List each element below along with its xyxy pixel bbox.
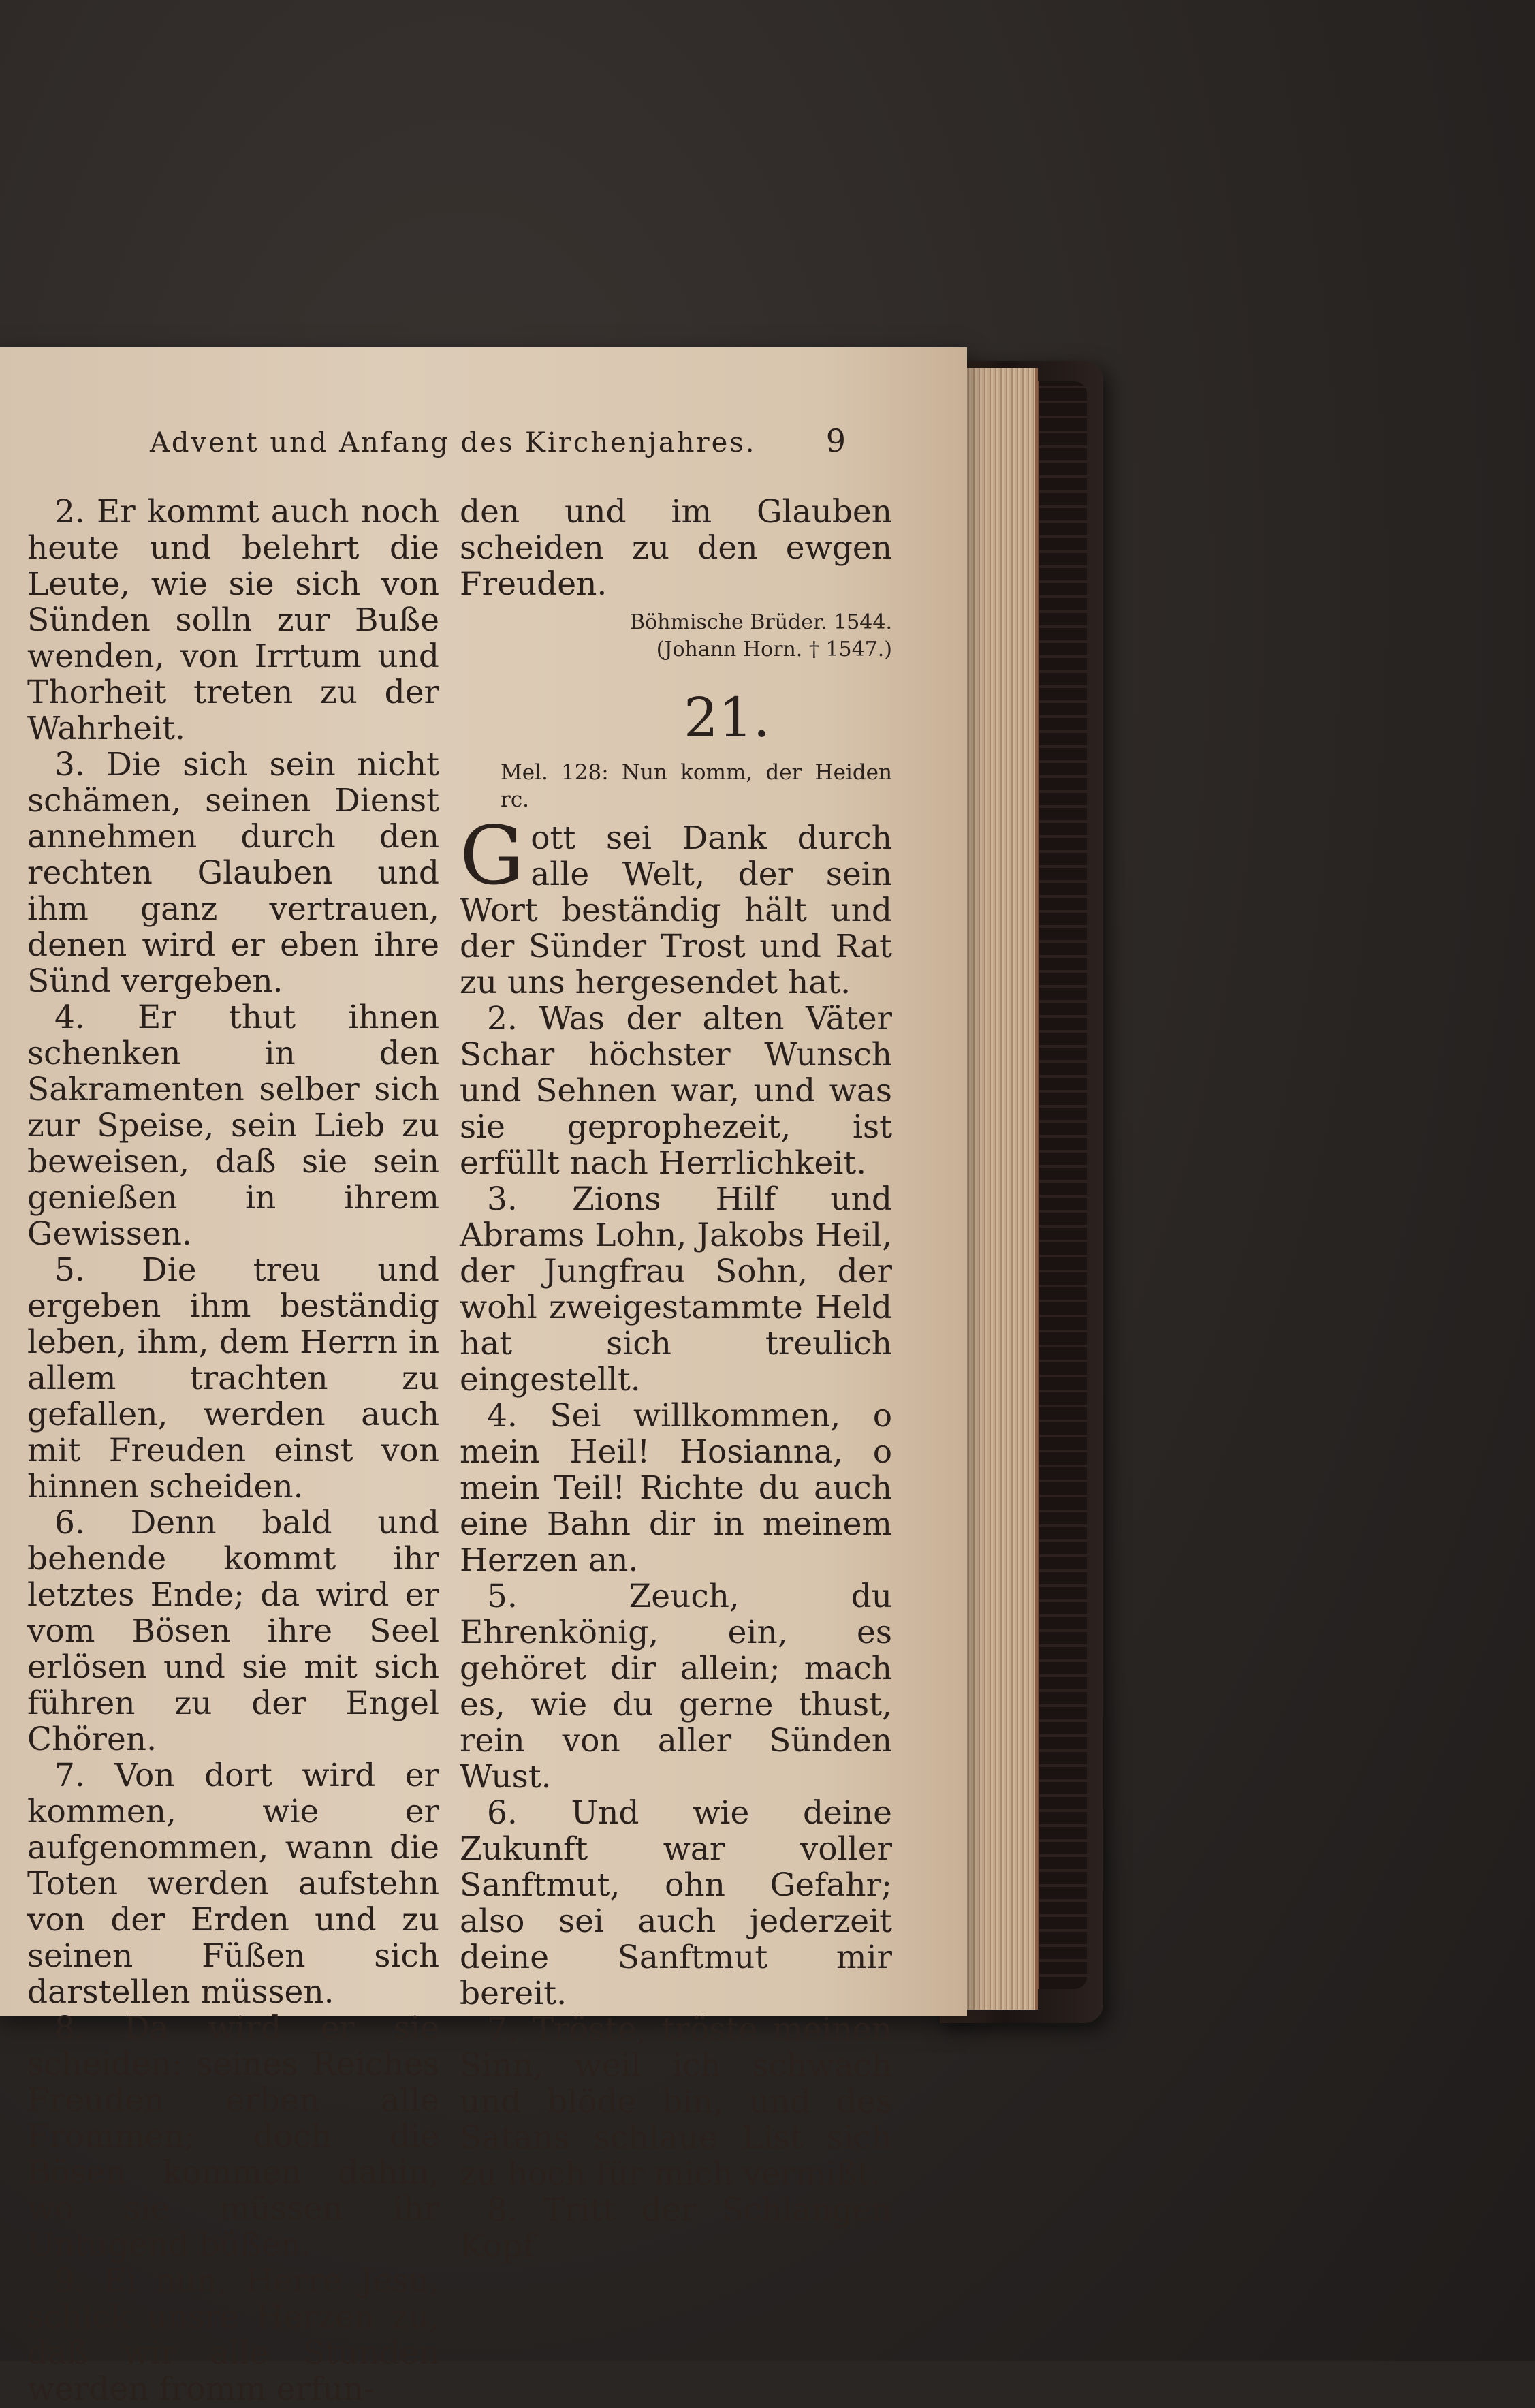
attribution-line-2: (Johann Horn. † 1547.) <box>656 638 892 661</box>
previous-hymn-continuation: den und im Glauben scheiden zu den ewgen Freuden. <box>460 493 892 603</box>
stanza: 9. Ei nun, Herre Jesu, schick unsre Herzen zu, daß wir alle Stunden werden fromm erfun- <box>27 2262 439 2408</box>
drop-cap: G <box>460 809 524 903</box>
stanza: 8. Tritt der Schlangen Kopf <box>460 2191 892 2265</box>
attribution-line-1: Böhmische Brüder. 1544. <box>630 610 892 634</box>
stanza: 2. Was der alten Väter Schar höchster Wunsch und Sehnen war, und was sie geprophezeit, ist erfüllt nach Herrlichkeit. <box>460 1000 892 1182</box>
stanza: 5. Zeuch, du Ehrenkönig, ein, es gehöret dir allein; mach es, wie du gerne thust, rein von aller Sünden Wust. <box>460 1578 892 1796</box>
stanza: 2. Er kommt auch noch heute und belehrt die Leute, wie sie sich von Sünden solln zur Buße wenden, von Irrtum und Thorheit treten zu der Wahrheit. <box>27 493 439 747</box>
stanza: 4. Er thut ihnen schenken in den Sakramenten selber sich zur Speise, sein Lieb zu beweisen, daß sie sein genießen in ihrem Gewissen. <box>27 999 439 1253</box>
stanza: 4. Sei willkommen, o mein Heil! Hosianna, o mein Teil! Richte du auch eine Bahn dir in meinem Herzen an. <box>460 1397 892 1579</box>
book-page <box>0 347 967 2408</box>
left-column <box>27 494 439 2407</box>
book-spine <box>1035 381 1087 1989</box>
stanza: 8. Da wird er sie scheiden: seines Reiches Freuden erben alle Frommen; doch die Bösen kommen dahin, wo sie müssen ihr Untugend büßen. <box>27 2010 439 2264</box>
melody-reference: Mel. 128: Nun komm, der Heiden rc. <box>501 760 892 812</box>
running-head <box>150 422 848 459</box>
stanza: 7. Von dort wird er kommen, wie er aufgenommen, wann die Toten werden aufstehn von der Erden und zu seinen Füßen sich darstellen müssen. <box>27 1757 439 2011</box>
first-stanza <box>460 809 892 1001</box>
hymn-attribution <box>460 609 892 663</box>
stanza: 6. Und wie deine Zukunft war voller Sanftmut, ohn Gefahr; also sei auch jederzeit deine Sanftmut mir bereit. <box>460 1794 892 2012</box>
stanza: 7. Tröste, tröste meinen Sinn, weil ich schwach und blöde bin, und des Satans schlaue List sich zu hoch für mich vermißt. <box>460 2011 892 2193</box>
stanza: 3. Zions Hilf und Abrams Lohn, Jakobs Heil, der Jungfrau Sohn, der wohl zweigestammte Held hat sich treulich eingestellt. <box>460 1180 892 1398</box>
hymn-number: 21. <box>683 686 771 749</box>
page-edges <box>960 368 1038 2010</box>
stanza: 3. Die sich sein nicht schämen, seinen Dienst annehmen durch den rechten Glauben und ihm ganz vertrauen, denen wird er eben ihre Sünd vergeben. <box>27 746 439 1000</box>
running-head-title: Advent und Anfang des Kirchenjahres. <box>150 427 757 458</box>
right-column <box>460 494 892 2264</box>
first-stanza-text: ott sei Dank durch alle Welt, der sein Wort beständig hält und der Sünder Trost und Rat zu uns hergesendet hat. <box>460 819 892 1001</box>
stanza: 5. Die treu und ergeben ihm beständig leben, ihm, dem Herrn in allem trachten zu gefallen, werden auch mit Freuden einst von hinnen scheiden. <box>27 1251 439 1505</box>
stanza: 6. Denn bald und behende kommt ihr letztes Ende; da wird er vom Bösen ihre Seel erlösen und sie mit sich führen zu der Engel Chören. <box>27 1504 439 1758</box>
page-number: 9 <box>825 422 848 459</box>
